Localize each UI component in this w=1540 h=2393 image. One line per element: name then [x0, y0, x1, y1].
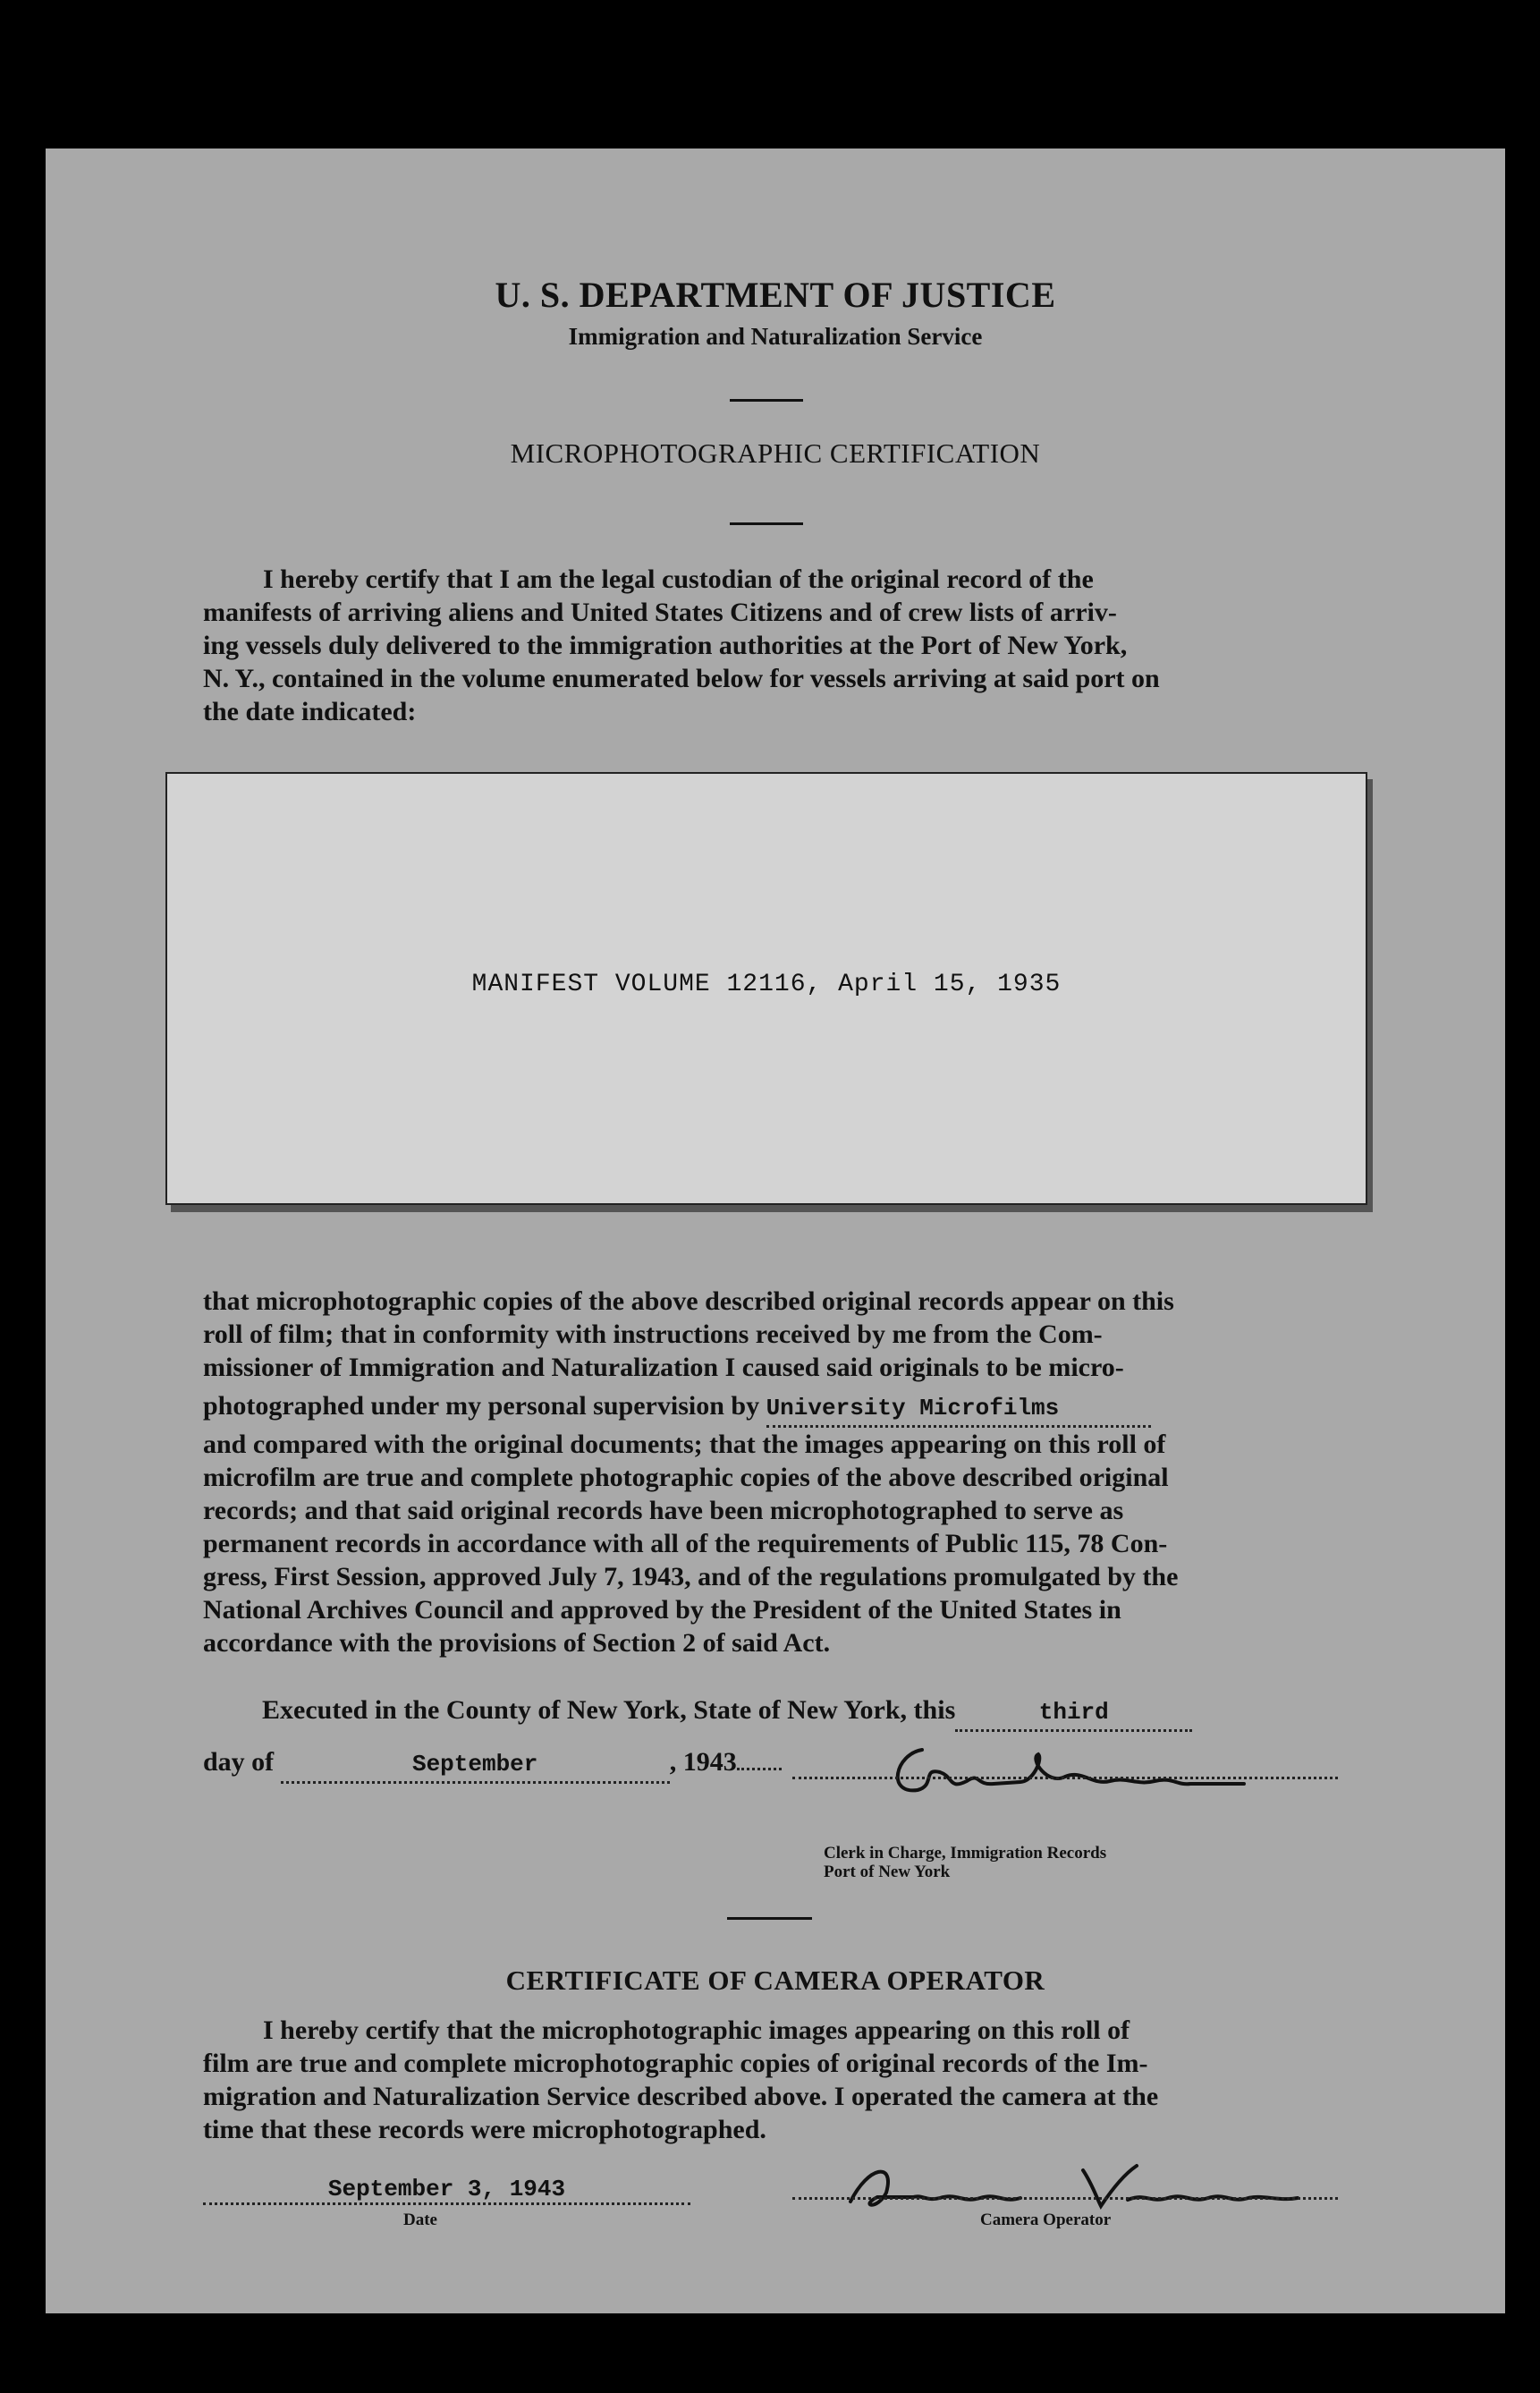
- supervision-value: University Microfilms: [766, 1395, 1060, 1421]
- operator-label: Camera Operator: [980, 2211, 1112, 2229]
- day-of-label: day of: [203, 1747, 275, 1777]
- executed-line: [262, 1693, 1192, 1732]
- intro-line: N. Y., contained in the volume enumerated below for vessels arriving at said port on: [203, 664, 1160, 693]
- department-title: U. S. DEPARTMENT OF JUSTICE: [495, 275, 1056, 315]
- body-line: National Archives Council and approved by the President of the United States in: [203, 1595, 1121, 1625]
- certificate-page: [46, 149, 1505, 2313]
- intro-line: I hereby certify that I am the legal custodian of the original record of the: [263, 564, 1094, 594]
- supervision-field: [766, 1389, 1151, 1428]
- camera-paragraph: [203, 2014, 1392, 2146]
- intro-paragraph: [203, 563, 1392, 728]
- divider: [727, 1917, 812, 1920]
- camera-line: film are true and complete microphotographic copies of original records of the Im-: [203, 2049, 1148, 2078]
- clerk-title-line2: Port of New York: [824, 1863, 951, 1881]
- camera-line: I hereby certify that the microphotographic images appearing on this roll of: [263, 2015, 1130, 2045]
- clerk-title: [824, 1844, 1106, 1881]
- executed-prefix: Executed in the County of New York, State of New York, this: [262, 1695, 956, 1725]
- body-line: that microphotographic copies of the above described original records appear on this: [203, 1286, 1174, 1316]
- body-line: and compared with the original documents; that the images appearing on this roll of: [203, 1430, 1166, 1459]
- camera-line: time that these records were microphotographed.: [203, 2115, 766, 2144]
- date-value: September 3, 1943: [327, 2176, 566, 2202]
- body-line: gress, First Session, approved July 7, 1943, and of the regulations promulgated by the: [203, 1562, 1179, 1591]
- certification-heading: MICROPHOTOGRAPHIC CERTIFICATION: [510, 437, 1041, 469]
- body-line: microfilm are true and complete photographic copies of the above described original: [203, 1463, 1169, 1492]
- body-paragraph: [203, 1285, 1392, 1659]
- month-value: September: [411, 1751, 538, 1778]
- manifest-volume: MANIFEST VOLUME 12116, April 15, 1935: [471, 971, 1062, 998]
- body-line: roll of film; that in conformity with instructions received by me from the Com-: [203, 1320, 1103, 1349]
- body-line: records; and that said original records have been microphotographed to serve as: [203, 1496, 1124, 1525]
- clerk-signature: [868, 1732, 1316, 1812]
- divider: [730, 399, 803, 402]
- clerk-title-line1: Clerk in Charge, Immigration Records: [824, 1844, 1107, 1863]
- body-line: accordance with the provisions of Section 2 of said Act.: [203, 1628, 831, 1658]
- intro-line: manifests of arriving aliens and United States Citizens and of crew lists of arriv-: [203, 598, 1117, 627]
- camera-line: migration and Naturalization Service described above. I operated the camera at the: [203, 2082, 1159, 2111]
- body-line: permanent records in accordance with all of the requirements of Public 115, 78 Con-: [203, 1529, 1168, 1558]
- intro-line: the date indicated:: [203, 697, 417, 726]
- clerk-signature-line: [792, 1777, 1338, 1779]
- service-subtitle: Immigration and Naturalization Service: [568, 323, 983, 350]
- supervision-line: [203, 1389, 1392, 1428]
- volume-box: [165, 772, 1367, 1205]
- intro-line: ing vessels duly delivered to the immigration authorities at the Port of New York,: [203, 631, 1128, 660]
- date-label: Date: [403, 2211, 437, 2229]
- year-text: , 1943: [669, 1747, 737, 1777]
- body-line: missioner of Immigration and Naturalization I caused said originals to be micro-: [203, 1353, 1124, 1382]
- day-value: third: [1038, 1699, 1109, 1726]
- date-field: [203, 2176, 690, 2205]
- camera-heading: CERTIFICATE OF CAMERA OPERATOR: [505, 1964, 1045, 1996]
- operator-signature-line: [792, 2197, 1338, 2200]
- divider: [730, 522, 803, 525]
- month-field: [281, 1745, 670, 1784]
- supervision-prefix: photographed under my personal supervision by: [203, 1391, 760, 1421]
- day-field: [955, 1693, 1192, 1732]
- year-dots: [737, 1768, 782, 1770]
- day-of-line: [203, 1745, 782, 1784]
